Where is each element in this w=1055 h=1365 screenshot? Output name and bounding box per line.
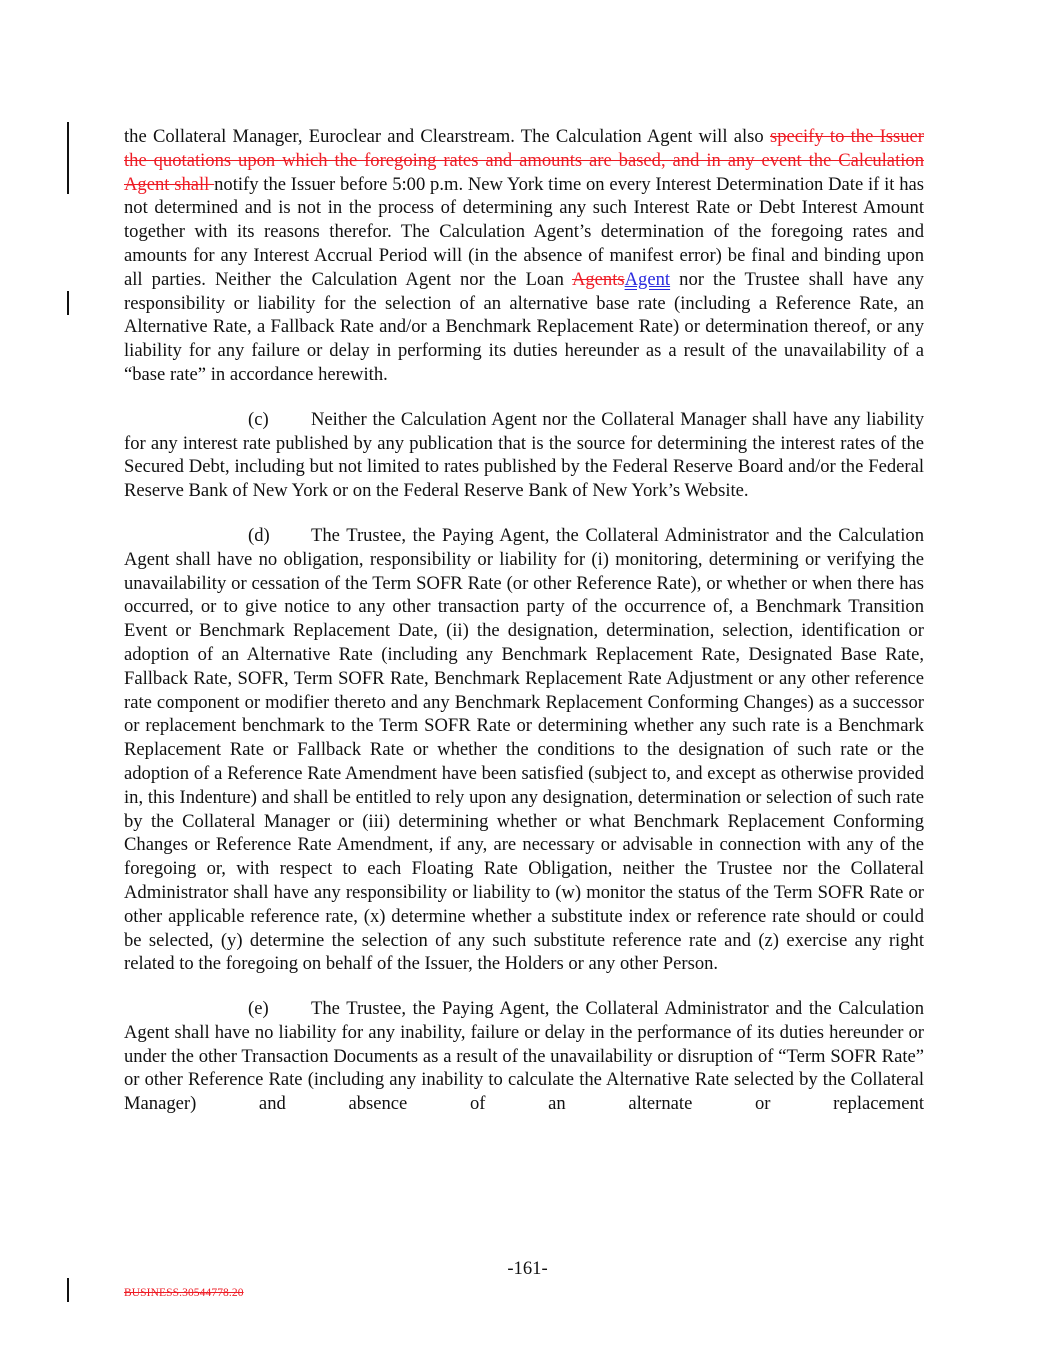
change-bar-1 [67, 122, 69, 194]
paragraph-text: The Trustee, the Paying Agent, the Collateral Administrator and the Calculation Agent shall have no obligation, responsibility or liability for (i) monitoring, determining or verifying the unavailability or cessation of the Term SOFR Rate (or other Reference Rate), or whether or when there has occurred, or to give notice to any other transaction party of the occurrence of, a Benchmark Transition Event or Benchmark Replacement Date, (ii) the designation, determination, selection, identification or adoption of an Alternative Rate (including any Benchmark Replacement Rate, Designated Base Rate, Fallback Rate, SOFR, Term SOFR Rate, Benchmark Replacement Rate Adjustment or any other reference rate component or modifier thereto and any Benchmark Replacement Conforming Changes) as a successor or replacement benchmark to the Term SOFR Rate or determining whether any such rate is a Benchmark Replacement Rate or Fallback Rate or whether the conditions to the designation of such rate or the adoption of a Reference Rate Amendment have been satisfied (subject to, and except as otherwise provided in, this Indenture) and shall be entitled to rely upon any designation, determination or selection of such rate by the Collateral Manager or (iii) determining whether or what Benchmark Replacement Conforming Changes or Reference Rate Amendment, if any, are necessary or advisable in connection with any of the foregoing or, with respect to each Floating Rate Obligation, neither the Trustee nor the Collateral Administrator shall have any responsibility or liability to (w) monitor the status of the Term SOFR Rate or other applicable reference rate, (x) determine whether a substitute index or reference rate should or could be selected, (y) determine the selection of any such substitute reference rate and (z) exercise any right related to the foregoing on behalf of the Issuer, the Holders or any other Person. [124, 524, 924, 975]
paragraph-text: The Trustee, the Paying Agent, the Collateral Administrator and the Calculation Agent shall have no liability for any inability, failure or delay in the performance of its duties hereunder or under the other Transaction Documents as a result of the unavailability or disruption of “Term SOFR Rate” or other Reference Rate (including any inability to calculate the Alternative Rate selected by the Collateral Manager) and absence of an alternate or replacement [124, 998, 924, 1115]
paragraph-marker: (d) [248, 524, 270, 546]
change-bar-3 [67, 1278, 69, 1302]
deleted-text: Agents [571, 268, 625, 290]
paragraph-marker: (e) [248, 998, 269, 1020]
paragraph-text: Neither the Calculation Agent nor the Collateral Manager shall have any liability for any interest rate published by any publication that is the source for determining the interest rates of the Secured Debt, including but not limited to rates published by the Federal Reserve Board and/or the Federal Reserve Bank of New York or on the Federal Reserve Bank of New York’s Website. [124, 408, 924, 502]
paragraph-e [124, 997, 924, 1116]
deleted-text: specify to the Issuer the quotations upon which the foregoing rates and amounts are based, and in any event the Calculation Agent shall [124, 126, 924, 195]
paragraph-d [124, 524, 924, 976]
document-id-footer: BUSINESS.30544778.20 [124, 1287, 244, 1299]
paragraph-continuation [124, 125, 924, 387]
change-bar-2 [67, 291, 69, 315]
inserted-text: Agent [624, 268, 671, 290]
text-segment: the Collateral Manager, Euroclear and Clearstream. The Calculation Agent will also [124, 126, 770, 147]
document-body [124, 125, 924, 1116]
page-number: -161- [507, 1258, 548, 1279]
paragraph-marker: (c) [248, 408, 269, 430]
paragraph-c [124, 408, 924, 503]
text-segment: notify the Issuer before 5:00 p.m. New York time on every Interest Determination Date if it has not determined and is not in the process of determining any such Interest Rate or Debt Interest Amount together with its reasons therefor. The Calculation Agent’s determination of the foregoing rates and amounts for any Interest Accrual Period will (in the absence of manifest error) be final and binding upon all parties. Neither the Calculation Agent nor the Loan [124, 173, 925, 290]
text-segment: nor the Trustee shall have any responsibility or liability for the selection of an alternative base rate (including a Reference Rate, an Alternative Rate, a Fallback Rate and/or a Benchmark Replacement Rate) or determination thereof, or any liability for any failure or delay in performing its duties hereunder as a result of the unavailability of a “base rate” in accordance herewith. [124, 268, 924, 385]
